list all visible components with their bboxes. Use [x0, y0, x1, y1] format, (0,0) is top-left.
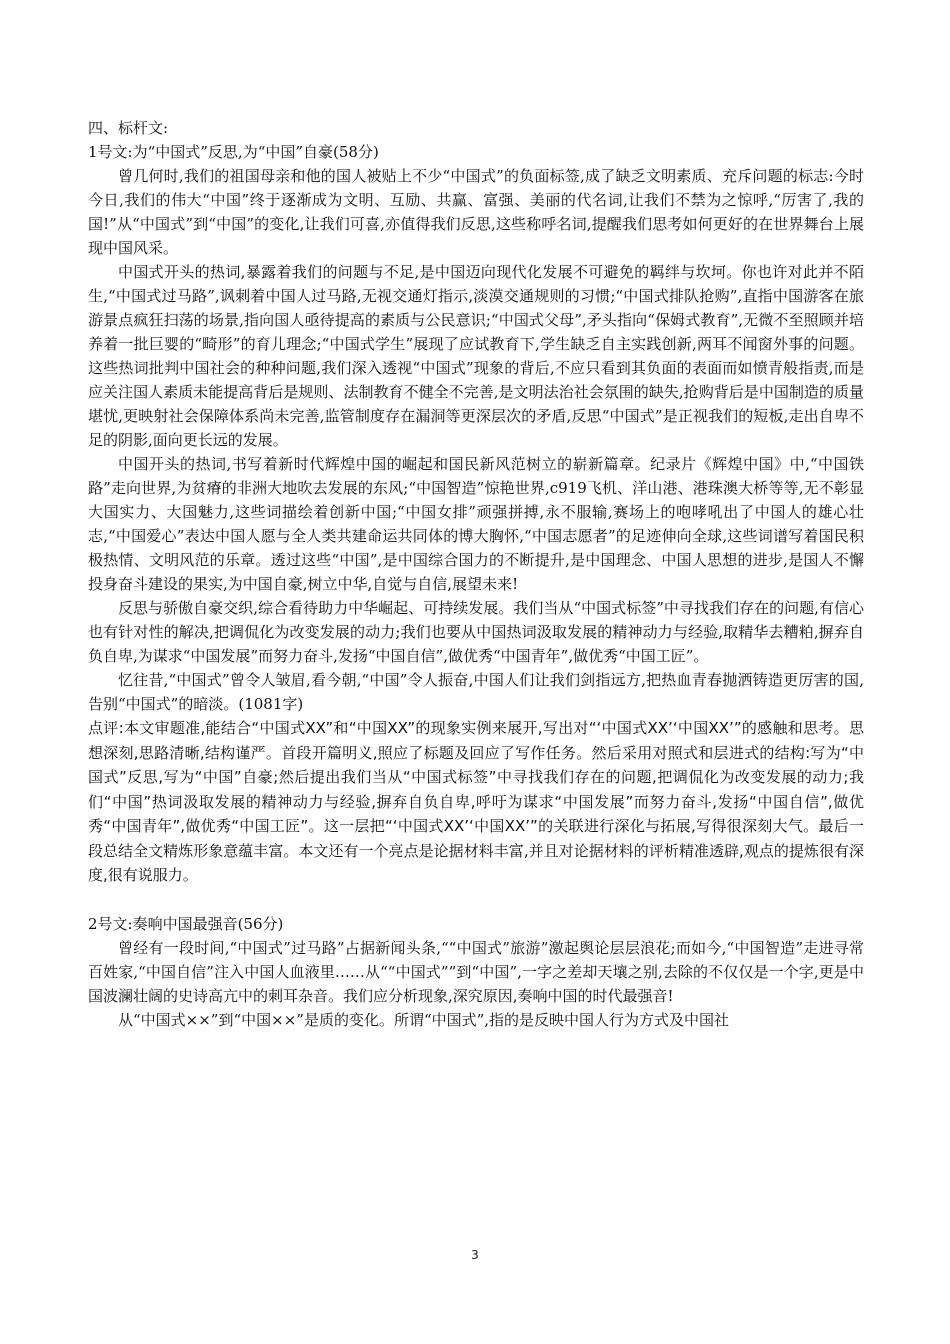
essay-2-paragraph-1: 曾经有一段时间,“中国式”过马路”占据新闻头条,““中国式”旅游”激起舆论层层浪花;而如今,“中国智造”走进寻常百姓家,“中国自信”注入中国人血液里……从““中国式””到“中国”,一字之差却天壤之别,去除的不仅仅是一个字,更是中国波澜壮阔的史诗高亢中的刺耳杂音。我们应分析现象,深究原因,奏响中国的时代最强音!: [88, 938, 864, 1005]
essay-2-paragraph-2: 从“中国式××”到“中国××”是质的变化。所谓“中国式”,指的是反映中国人行为方式及中国社: [118, 1010, 730, 1029]
essay-1-title: 1号文:为“中国式”反思,为“中国”自豪(58分): [88, 143, 379, 161]
page-number: 3: [471, 1248, 479, 1262]
essay-1-paragraph-1: 曾几何时,我们的祖国母亲和他的国人被贴上不少“中国式”的负面标签,成了缺乏文明素质、充斥问题的标志:今时今日,我们的伟大“中国”终于逐渐成为文明、互励、共赢、富强、美丽的代名词,让我们不禁为之惊呼,“厉害了,我的国!”从“中国式”到“中国”的变化,让我们可喜,亦值得我们反思,这些称呼名词,提醒我们思考如何更好的在世界舞台上展现中国风采。: [88, 167, 864, 257]
section-heading: 四、标杆文:: [88, 119, 169, 137]
essay-1-paragraph-5: 忆往昔,“中国式”曾令人皱眉,看今朝,“中国”令人振奋,中国人们让我们剑指远方,把热血青春抛洒铸造更厉害的国,告别“中国式”的暗淡。(1081字): [88, 671, 864, 713]
essay-1-paragraph-4: 反思与骄傲自豪交织,综合看待助力中华崛起、可持续发展。我们当从“中国式标签”中寻找我们存在的问题,有信心也有针对性的解决,把调侃化为改变发展的动力;我们也要从中国热词汲取发展的精神动力与经验,取精华去糟粕,摒弃自负自卑,为谋求“中国发展”而努力奋斗,发扬“中国自信”,做优秀“中国青年”,做优秀“中国工匠”。: [88, 599, 864, 665]
essay-1-comment: 点评:本文审题准,能结合“中国式XX”和“中国XX”的现象实例来展开,写出对“‘中国式XX’‘中国XX’”的感触和思考。思想深刻,思路清晰,结构谨严。首段开篇明义,照应了标题及回应了写作任务。然后采用对照式和层进式的结构:写为“中国式”反思,写为“中国”自豪;然后提出我们当从“中国式标签”中寻找我们存在的问题,把调侃化为改变发展的动力;我们“中国”热词汲取发展的精神动力与经验,摒弃自负自卑,呼吁为谋求“中国发展”而努力奋斗,发扬“中国自信”,做优秀“中国青年”,做优秀“中国工匠”。这一层把“‘中国式XX’‘中国XX’”的关联进行深化与拓展,写得很深刻大气。最后一段总结全文精炼形象意蕴丰富。本文还有一个亮点是论据材料丰富,并且对论据材料的评析精准透辟,观点的提炼很有深度,很有说服力。: [88, 719, 864, 884]
essay-1-paragraph-3: 中国开头的热词,书写着新时代辉煌中国的崛起和国民新风范树立的崭新篇章。纪录片《辉煌中国》中,“中国铁路”走向世界,为贫瘠的非洲大地吹去发展的东风;“中国智造”惊艳世界,c919飞机、洋山港、港珠澳大桥等等,无不彰显大国实力、大国魅力,这些词描绘着创新中国;“中国女排”顽强拼搏,永不服输,赛场上的咆哮吼出了中国人的雄心壮志,“中国爱心”表达中国人愿与全人类共建命运共同体的博大胸怀,“中国志愿者”的足迹伸向全球,这些词谱写着国民积极热情、文明风范的乐章。透过这些“中国”,是中国综合国力的不断提升,是中国理念、中国人思想的进步,是国人不懈投身奋斗建设的果实,为中国自豪,树立中华,自觉与自信,展望未来!: [88, 455, 864, 593]
essay-1-paragraph-2: 中国式开头的热词,暴露着我们的问题与不足,是中国迈向现代化发展不可避免的羁绊与坎坷。你也许对此并不陌生,“中国式过马路”,讽刺着中国人过马路,无视交通灯指示,淡漠交通规则的习惯;“中国式排队抢购”,直指中国游客在旅游景点疯狂扫荡的场景,指向国人亟待提高的素质与公民意识;“中国式父母”,矛头指向“保姆式教育”,无微不至照顾并培养着一批巨婴的“畸形”的育儿理念;“中国式学生”展现了应试教育下,学生缺乏自主实践创新,两耳不闻窗外事的问题。这些热词批判中国社会的种种问题,我们深入透视“中国式”现象的背后,不应只看到其负面的表面而如愤青般指责,而是应关注国人素质未能提高背后是规则、法制教育不健全不完善,是文明法治社会氛围的缺失,抢购背后是中国制造的质量堪忧,更映射社会保障体系尚未完善,监管制度存在漏洞等更深层次的矛盾,反思“中国式”是正视我们的短板,走出自卑不足的阴影,面向更长远的发展。: [88, 263, 864, 449]
document-page: [88, 116, 864, 1032]
essay-2-title: 2号文:奏响中国最强音(56分): [88, 914, 284, 933]
section-spacer: [88, 888, 864, 912]
